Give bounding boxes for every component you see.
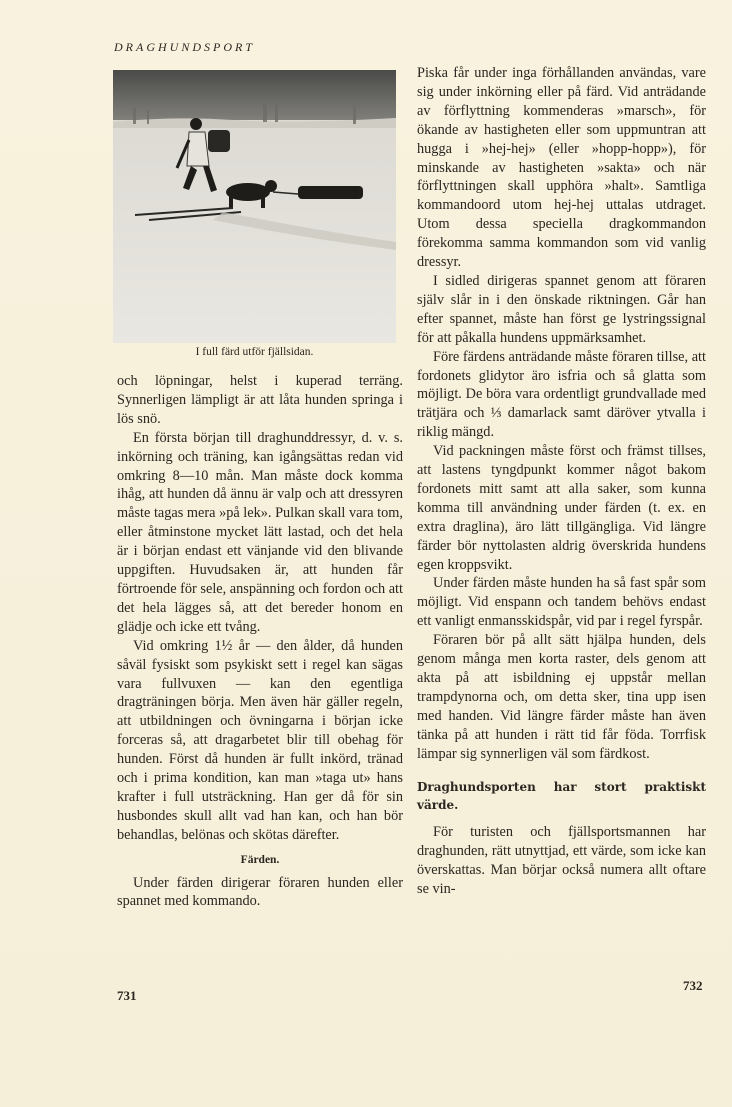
page-number-right: 732 (683, 978, 703, 993)
paragraph: Föraren bör på allt sätt hjälpa hunden, dels genom många men korta raster, dels genom att akta på att isbildning ej uppstår mellan trampdynorna och, om detta sker, tina upp isen med handen. Vid längre färder måste han även tänka på att hunden i rätt tid får föda. Torrfisk lämpar sig synnerligen väl som färdkost. (417, 632, 706, 762)
paragraph: Vid packningen måste först och främst tillses, att lastens tyngdpunkt kommer något bakom fordonets mitt samt att alla saker, som kunna komma till användning under färden (t. ex. en extra draglina), äro lätt tillgängliga. Vid längre färder bör nyttolasten aldrig överskrida hundens egen kroppsvikt. (417, 443, 706, 573)
section-heading: Draghundsporten har stort praktiskt värde. (417, 779, 706, 813)
paragraph: För turisten och fjällsportsmannen har draghunden, rätt utnyttjad, ett värde, som icke kan överskattas. Man börjar också numera allt oftare se vin- (417, 824, 706, 898)
snow-field (113, 120, 396, 343)
paragraph: Piska får under inga förhållanden användas, vare sig under inkörning eller på färd. Vid anträdande av förflyttning kommenderas »marsch», för ökande av hastigheten eller som uppmuntran att hugga i »hej-hej» (eller »hopp-hopp»), för minskande av hastigheten »sakta» och när förflyttningen skall upphöra »halt». Samtliga kommandoord utom hej-hej uttalas utdraget. Utom dessa speciella dragkommandon förekomma samma kommandon som vid vanlig dressyr. (417, 65, 706, 271)
skier-with-dog-photo (113, 70, 396, 343)
paragraph: Före färdens anträdande måste föraren tillse, att fordonets glidytor äro isfria och så glatta som möjligt. De böra vara ordentligt grundvallade med trätjära och ⅓ damarlack samt däröver ytvalla i riklig mängd. (417, 348, 706, 441)
paragraph: Under färden dirigerar föraren hunden eller spannet med kommando. (117, 874, 403, 910)
paragraph: Under färden måste hunden ha så fast spår som möjligt. Vid enspann och tandem behövs endast ett vanligt enmansskidspår, vid par i regel fyrspår. (417, 575, 706, 630)
paragraph: Vid omkring 1½ år — den ålder, då hunden såväl fysiskt som psykiskt sett i regel kan sägas vara fullvuxen — kan den egentliga dragträningen börja. Men även här gäller regeln, att utbildningen och övningarna i början icke forceras så, att dragarbetet blir till obehag för hunden. Först då hunden är fullt inkörd, tränad och i prima kondition, kan man »taga ut» hans krafter i full utsträckning. Han ger då för sin husbondes skull allt vad han kan, och han bör behandlas, belönas och skötas därefter. (117, 637, 403, 843)
left-column (117, 372, 403, 911)
photo-caption: I full färd utför fjällsidan. (195, 346, 314, 358)
page-number-left: 731 (117, 988, 137, 1003)
right-column (417, 64, 706, 899)
sled-pulka (298, 186, 363, 199)
paragraph: I sidled dirigeras spannet genom att föraren själv slår in i den önskade riktningen. Går han efter spannet, måste han först ge lystringssignal för att påkalla hundens uppmärksamhet. (417, 272, 706, 346)
paragraph: En första början till draghunddressyr, d. v. s. inkörning och träning, kan igångsättas redan vid omkring 8—10 mån. Man måste dock komma ihåg, att hunden då ännu är valp och att dressyren måste tagas mera »på lek». Pulkan skall vara tom, eller åtminstone mycket lätt lastad, och det hela är i början endast ett vänjande vid den blivande uppgiften. Huvudsaken är, att hunden får förtroende för sele, anspänning och fordon och att det hela lägges så, att det bereder honom en glädje och icke ett tvång. (117, 429, 403, 635)
section-heading: Färden. (240, 853, 280, 866)
photo-illustration (113, 70, 396, 343)
running-head: DRAGHUNDSPORT (114, 40, 255, 54)
paragraph: och löpningar, helst i kuperad terräng. Synnerligen lämpligt är att låta hunden springa i lös snö. (117, 373, 403, 427)
